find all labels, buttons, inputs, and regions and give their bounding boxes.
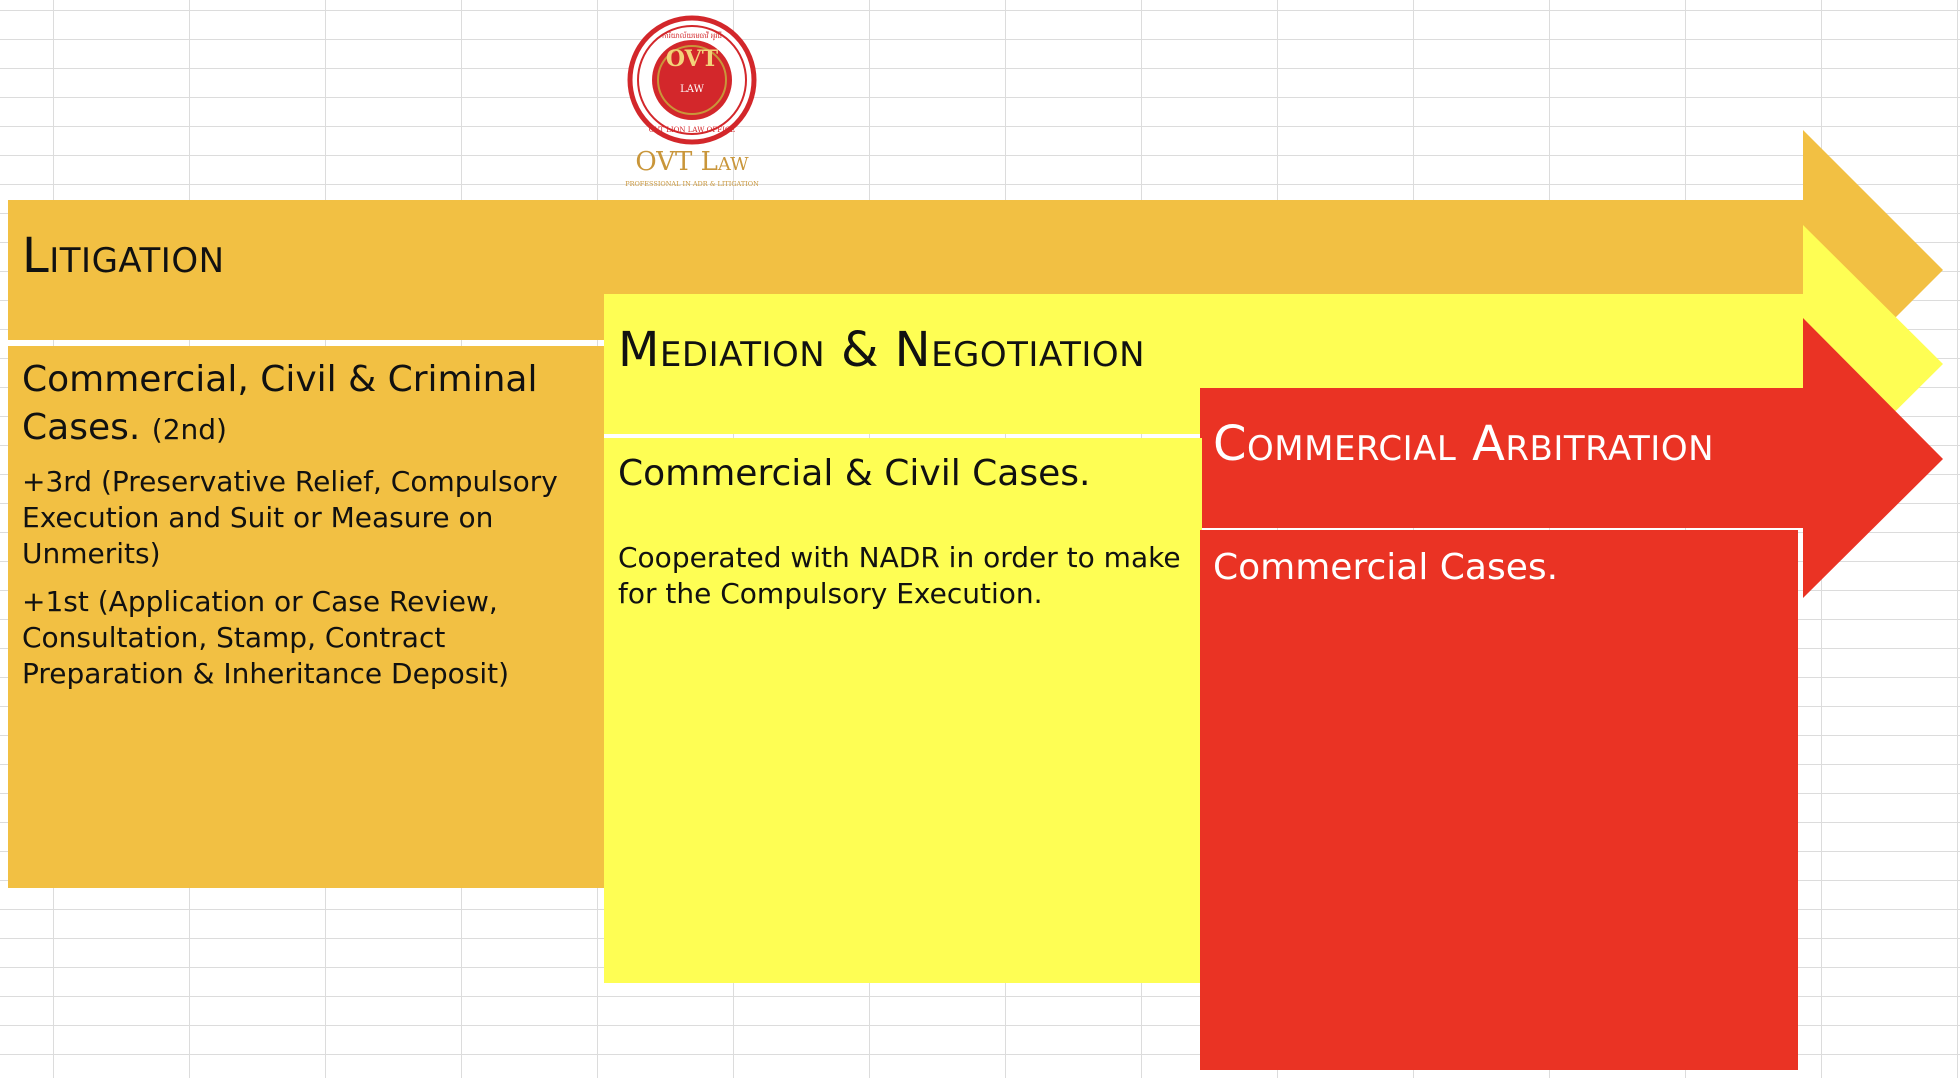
seal-top-text: ការិយាល័យមេធាវី អូវីធី xyxy=(662,32,722,40)
arbitration-heading: Commercial Cases. xyxy=(1213,547,1559,588)
litigation-content xyxy=(22,356,582,692)
seal-ring-text: OVT LION LAW OFFICE xyxy=(648,126,736,134)
arbitration-box xyxy=(1200,530,1798,1070)
mediation-title: Mediation & Negotiation xyxy=(618,322,1146,378)
seal-center-text: OVT xyxy=(665,46,719,72)
logo-name: OVT Law xyxy=(635,147,749,177)
logo-tagline: PROFESSIONAL IN ADR & LITIGATION xyxy=(625,180,759,188)
litigation-heading-suffix: (2nd) xyxy=(151,413,227,446)
litigation-item-3rd: +3rd (Preservative Relief, Compulsory Execution and Suit or Measure on Unmerits) xyxy=(22,465,558,570)
litigation-item-1st: +1st (Application or Case Review, Consultation, Stamp, Contract Preparation & Inheritance Deposit) xyxy=(22,585,510,690)
litigation-heading-text: Commercial, Civil & Criminal Cases. xyxy=(22,359,538,448)
mediation-content xyxy=(618,450,1188,612)
litigation-title: Litigation xyxy=(22,228,225,284)
mediation-note: Cooperated with NADR in order to make for the Compulsory Execution. xyxy=(618,541,1181,610)
arbitration-content xyxy=(1213,544,1783,592)
mediation-heading: Commercial & Civil Cases. xyxy=(618,453,1091,494)
seal-law-text: LAW xyxy=(680,84,704,95)
litigation-heading xyxy=(22,356,582,454)
arbitration-title: Commercial Arbitration xyxy=(1213,416,1715,472)
